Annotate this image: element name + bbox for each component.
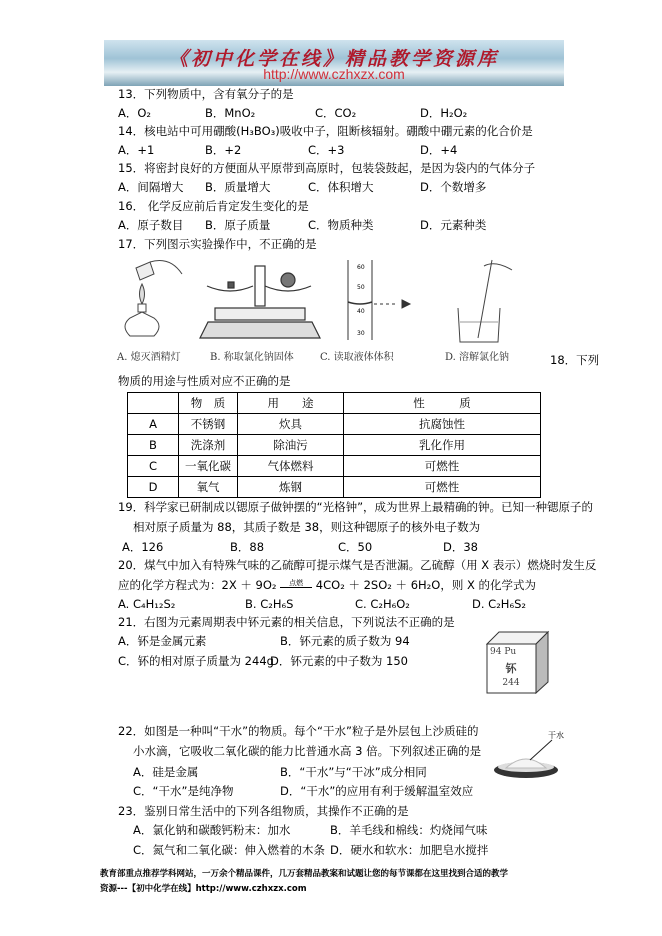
q16-option: A．原子数目 <box>118 218 184 232</box>
figure-caption: B. 称取氯化钠固体 <box>210 352 294 363</box>
q16-option: D．元素种类 <box>420 218 487 232</box>
q22-stem-continued: 小水滴，它吸收二氧化碳的能力比普通水高 3 倍。下列叙述正确的是 <box>133 744 482 758</box>
q22-option: A．硅是金属 <box>133 765 199 779</box>
q21-option: A．钚是金属元素 <box>118 634 207 648</box>
q21-option: D．钚元素的中子数为 150 <box>270 654 408 668</box>
balance-scale-icon <box>200 266 320 338</box>
q23-option: A．氯化钠和碳酸钙粉末：加水 <box>133 823 291 837</box>
q19-stem: 19．科学家已研制成以锶原子做钟摆的“光格钟”，成为世界上最精确的钟。已知一种锶原子的 <box>118 500 594 514</box>
cylinder-tick: 40 <box>357 308 365 315</box>
figure-caption: D. 溶解氯化钠 <box>445 352 510 363</box>
table-cell: 除油污 <box>238 435 344 456</box>
atomic-number-symbol: 94 Pu <box>490 647 517 657</box>
q20-equation <box>118 577 536 592</box>
q13-option: A．O₂ <box>118 106 152 120</box>
q14-option: C．+3 <box>308 143 345 157</box>
q16-stem: 16． 化学反应前后肯定发生变化的是 <box>118 199 309 213</box>
cylinder-tick: 30 <box>357 330 365 337</box>
banner-title: 《初中化学在线》精品教学资源库 <box>168 48 499 70</box>
table-cell: 气体燃料 <box>238 456 344 477</box>
q22-option: D．“干水”的应用有利于缓解温室效应 <box>280 784 474 798</box>
q13-option: B．MnO₂ <box>205 106 256 120</box>
graduated-cylinder-icon <box>348 260 410 340</box>
alcohol-lamp-icon <box>125 261 182 337</box>
q15-stem: 15．将密封良好的方便面从平原带到高原时，包装袋鼓起，是因为袋内的气体分子 <box>118 161 536 175</box>
table-cell: 可燃性 <box>344 477 541 498</box>
element-name: 钚 <box>505 662 517 675</box>
table-cell: 洗涤剂 <box>179 435 238 456</box>
table-cell: 一氧化碳 <box>179 456 238 477</box>
element-card-plutonium <box>486 630 550 694</box>
footer-line: 资源---【初中化学在线】http://www.czhxzx.com <box>100 884 307 894</box>
q14-stem: 14．核电站中可用硼酸(H₃BO₃)吸收中子，阻断核辐射。硼酸中硼元素的化合价是 <box>118 124 533 138</box>
table-cell: 抗腐蚀性 <box>344 414 541 435</box>
q21-stem: 21．右图为元素周期表中钚元素的相关信息，下列说法不正确的是 <box>118 615 455 629</box>
banner <box>104 40 564 86</box>
equation-right: 4CO₂ ＋ 2SO₂ ＋ 6H₂O，则 X 的化学式为 <box>315 578 537 592</box>
q15-option: C．体积增大 <box>308 180 374 194</box>
dry-water-label: 干水 <box>548 731 564 740</box>
q15-option: A．间隔增大 <box>118 180 184 194</box>
q18-stem: 18．下列 <box>550 353 600 367</box>
atomic-mass: 244 <box>502 678 520 688</box>
q22-option: B．“干水”与“干冰”成分相同 <box>280 765 427 779</box>
q19-stem-continued: 相对原子质量为 88，其质子数是 38，则这种锶原子的核外电子数为 <box>133 520 481 534</box>
table-row <box>128 477 541 498</box>
q23-stem: 23．鉴别日常生活中的下列各组物质，其操作不正确的是 <box>118 804 409 818</box>
figure-caption: C. 读取液体体积 <box>320 352 394 363</box>
q23-option: D．硬水和软水：加肥皂水搅拌 <box>330 843 489 857</box>
q22-option: C．“干水”是纯净物 <box>133 784 234 798</box>
q19-option: B．88 <box>230 540 265 554</box>
reaction-condition: 点燃 <box>289 579 304 587</box>
table-cell: 炼钢 <box>238 477 344 498</box>
cylinder-tick: 50 <box>357 284 365 291</box>
table-cell: C <box>128 456 179 477</box>
q14-option: B．+2 <box>205 143 242 157</box>
table-header: 性 质 <box>344 393 541 414</box>
table-row <box>128 414 541 435</box>
table-cell: 氧气 <box>179 477 238 498</box>
table-cell: A <box>128 414 179 435</box>
q13-stem: 13．下列物质中，含有氧分子的是 <box>118 87 294 101</box>
q21-option: B．钚元素的质子数为 94 <box>280 634 410 648</box>
table-cell: 不锈钢 <box>179 414 238 435</box>
q19-option: A．126 <box>122 540 164 554</box>
q18-table <box>127 392 541 498</box>
table-header-row <box>128 393 541 414</box>
equation-left: 应的化学方程式为：2X ＋ 9O₂ <box>118 578 277 592</box>
q14-option: A．+1 <box>118 143 155 157</box>
q21-option: C．钚的相对原子质量为 244g <box>118 654 274 668</box>
q20-stem: 20．煤气中加入有特殊气味的乙硫醇可提示煤气是否泄漏。乙硫醇（用 X 表示）燃烧时发生反 <box>118 558 597 572</box>
q15-option: D．个数增多 <box>420 180 487 194</box>
q13-option: C．CO₂ <box>315 106 357 120</box>
q16-option: B．原子质量 <box>205 218 271 232</box>
q22-stem: 22．如图是一种叫“干水”的物质。每个“干水”粒子是外层包上沙质硅的 <box>118 724 479 738</box>
table-cell: D <box>128 477 179 498</box>
q23-option: C．氮气和二氧化碳：伸入燃着的木条 <box>133 843 326 857</box>
q23-option: B．羊毛线和棉线：灼烧闻气味 <box>330 823 488 837</box>
table-header: 物 质 <box>179 393 238 414</box>
table-row <box>128 435 541 456</box>
table-header: 用 途 <box>238 393 344 414</box>
table-header <box>128 393 179 414</box>
q19-option: D．38 <box>443 540 478 554</box>
q20-option: B. C₂H₆S <box>245 597 294 611</box>
table-cell: 乳化作用 <box>344 435 541 456</box>
q17-stem: 17．下列图示实验操作中，不正确的是 <box>118 237 317 251</box>
q13-option: D．H₂O₂ <box>420 106 468 120</box>
table-row <box>128 456 541 477</box>
q14-option: D．+4 <box>420 143 458 157</box>
table-cell: 可燃性 <box>344 456 541 477</box>
banner-url: http://www.czhxzx.com <box>263 66 405 82</box>
q16-option: C．物质种类 <box>308 218 374 232</box>
q20-option: D. C₂H₆S₂ <box>472 597 526 611</box>
q20-option: A. C₄H₁₂S₂ <box>118 597 176 611</box>
q19-option: C．50 <box>338 540 373 554</box>
table-cell: B <box>128 435 179 456</box>
table-cell: 炊具 <box>238 414 344 435</box>
q20-option: C. C₂H₆O₂ <box>355 597 410 611</box>
q18-stem-continued: 物质的用途与性质对应不正确的是 <box>118 374 291 388</box>
dry-water-dish-image <box>492 728 572 784</box>
footer-line: 教育部重点推荐学科网站，一万余个精品课件，几万套精品教案和试题让您的每节课都在这里找到合适的教学 <box>100 869 509 879</box>
beaker-stirring-icon <box>458 260 512 342</box>
lab-operations-figure <box>110 256 570 348</box>
cylinder-tick: 60 <box>357 264 365 271</box>
figure-caption: A. 熄灭酒精灯 <box>117 352 181 363</box>
q15-option: B．质量增大 <box>205 180 271 194</box>
